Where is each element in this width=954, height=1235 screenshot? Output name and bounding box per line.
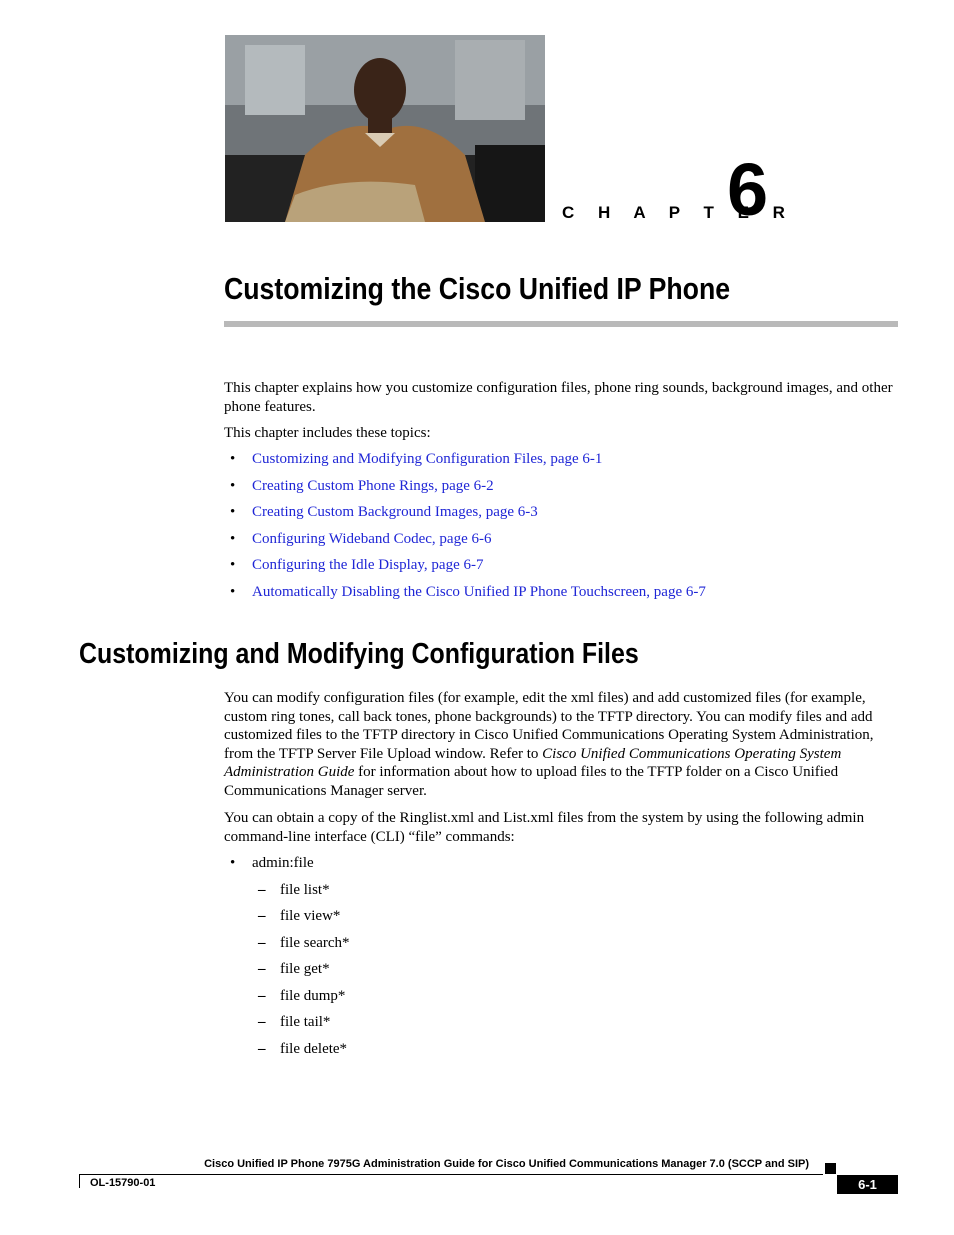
intro-paragraph: This chapter explains how you customize configuration files, phone ring sounds, background images, and other phone features. bbox=[224, 380, 893, 415]
command-list bbox=[224, 854, 624, 1066]
list-item bbox=[224, 503, 904, 530]
list-item bbox=[224, 881, 624, 908]
topic-link[interactable]: Creating Custom Background Images, page 6-3 bbox=[252, 504, 538, 521]
bullet: • bbox=[230, 855, 236, 871]
list-item bbox=[224, 907, 624, 934]
doc-number: OL-15790-01 bbox=[90, 1177, 156, 1189]
bullet: • bbox=[230, 477, 236, 494]
topic-link[interactable]: Creating Custom Phone Rings, page 6-2 bbox=[252, 477, 494, 494]
chapter-photo bbox=[225, 35, 545, 222]
command-item: file dump* bbox=[280, 987, 346, 1004]
dash: – bbox=[258, 1040, 266, 1057]
list-item bbox=[224, 960, 624, 987]
bullet: • bbox=[230, 504, 236, 521]
list-item bbox=[224, 1040, 624, 1067]
footer-tick bbox=[79, 1174, 80, 1188]
section-paragraph-text: You can modify configuration files (for example, edit the xml files) and add customized files (for example, custom ring tones, call back tones, phone backgrounds) to the TFTP directory. You can modify files and add customized files to the TFTP directory in Cisco Unified Communications Operating System Administration, from the TFTP Server File Upload window. Refer to bbox=[224, 690, 874, 762]
list-item bbox=[224, 987, 624, 1014]
bullet: • bbox=[230, 451, 236, 467]
bullet: • bbox=[230, 530, 236, 547]
command-item: file view* bbox=[280, 908, 341, 924]
bullet: • bbox=[230, 583, 236, 600]
list-item bbox=[224, 530, 904, 557]
list-item bbox=[224, 450, 904, 477]
list-item bbox=[224, 934, 624, 961]
chapter-title: Customizing the Cisco Unified IP Phone bbox=[224, 271, 731, 306]
page-number: 6-1 bbox=[837, 1175, 898, 1194]
footer-marker bbox=[825, 1163, 836, 1174]
command-item: file delete* bbox=[280, 1040, 348, 1057]
topic-link[interactable]: Customizing and Modifying Configuration Files, page 6-1 bbox=[252, 451, 603, 467]
list-item bbox=[224, 854, 624, 881]
dash: – bbox=[258, 961, 266, 977]
section-title: Customizing and Modifying Configuration Files bbox=[79, 638, 639, 670]
topics-intro: This chapter includes these topics: bbox=[224, 425, 431, 441]
guide-title: Cisco Unified Communications Operating System Administration Guide bbox=[224, 745, 842, 780]
footer-title: Cisco Unified IP Phone 7975G Administration Guide for Cisco Unified Communications Manager 7.0 (SCCP and SIP) bbox=[204, 1158, 809, 1170]
dash: – bbox=[258, 934, 266, 951]
chapter-label: C H A P T E R bbox=[562, 203, 795, 222]
bullet: • bbox=[230, 557, 236, 574]
list-item bbox=[224, 477, 904, 504]
section-paragraph-text: for information about how to upload files to the TFTP folder on a Cisco Unified Communications Manager server. bbox=[224, 764, 839, 799]
command-item: file search* bbox=[280, 934, 350, 951]
cli-paragraph: You can obtain a copy of the Ringlist.xml and List.xml files from the system by using the following admin command-line interface (CLI) “file” commands: bbox=[224, 810, 865, 845]
command-item: file list* bbox=[280, 881, 330, 898]
topics-list bbox=[224, 450, 904, 610]
chapter-number: 6 bbox=[727, 148, 769, 231]
command-item: file get* bbox=[280, 961, 330, 977]
dash: – bbox=[258, 987, 266, 1004]
dash: – bbox=[258, 881, 266, 898]
footer-rule bbox=[79, 1174, 823, 1175]
topic-link[interactable]: Configuring the Idle Display, page 6-7 bbox=[252, 557, 484, 574]
topic-link[interactable]: Configuring Wideband Codec, page 6-6 bbox=[252, 530, 492, 547]
list-item bbox=[224, 583, 904, 610]
list-item bbox=[224, 1013, 624, 1040]
dash: – bbox=[258, 908, 266, 924]
topic-link[interactable]: Automatically Disabling the Cisco Unified IP Phone Touchscreen, page 6-7 bbox=[252, 583, 706, 600]
section-paragraph bbox=[224, 689, 900, 800]
dash: – bbox=[258, 1014, 266, 1030]
list-item bbox=[224, 556, 904, 583]
command-item: file tail* bbox=[280, 1014, 331, 1030]
command-root: admin:file bbox=[252, 855, 314, 871]
title-rule bbox=[224, 321, 898, 327]
